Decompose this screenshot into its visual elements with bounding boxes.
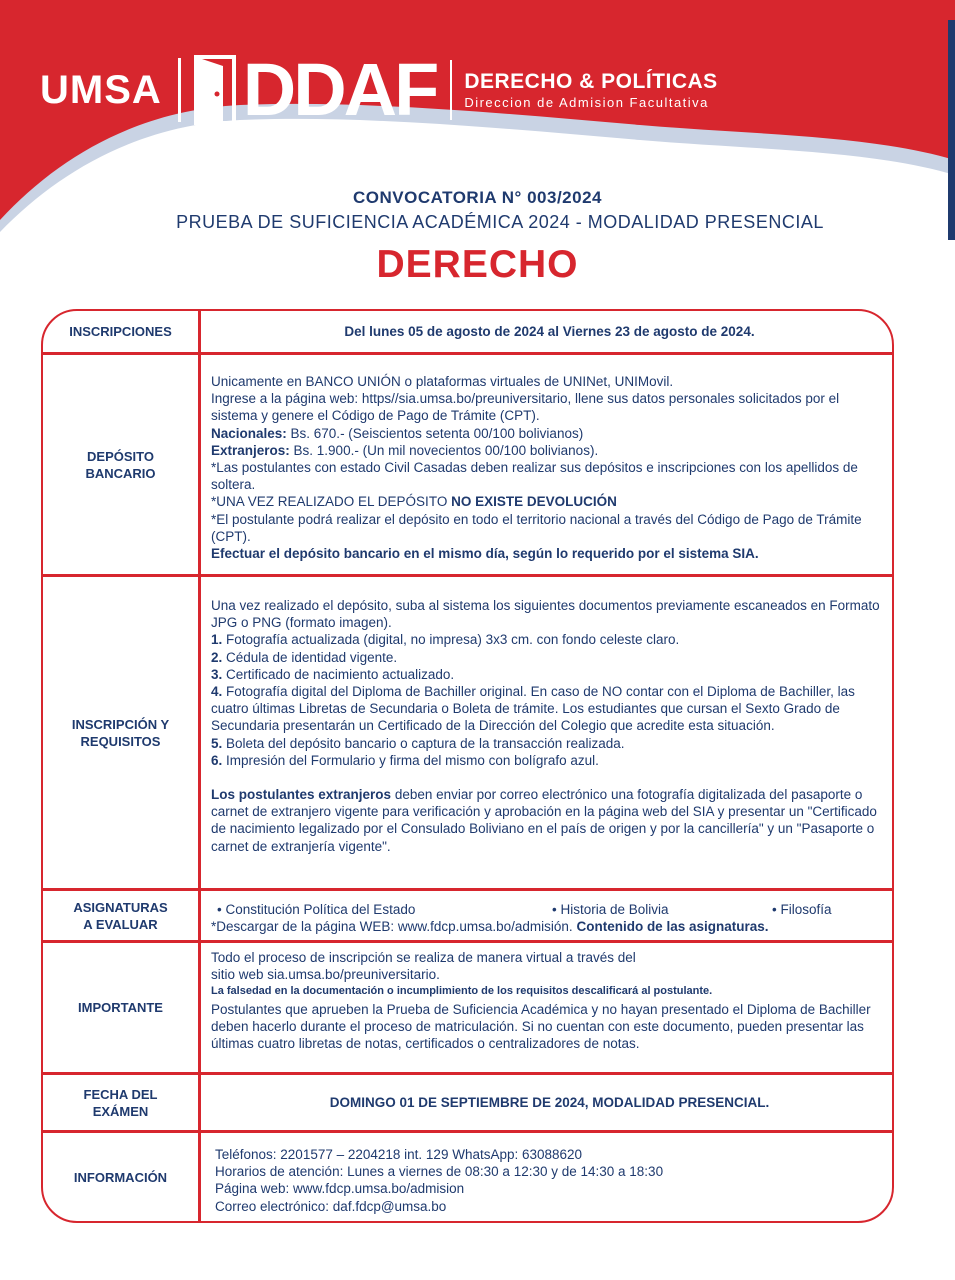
text-line: [211, 493, 888, 510]
list-item: [211, 631, 888, 648]
subject-name: Filosofía: [780, 902, 832, 917]
email-line: Correo electrónico: daf.fdcp@umsa.bo: [215, 1198, 447, 1214]
informacion-content: [215, 1133, 888, 1221]
item-text: Fotografía actualizada (digital, no impresa) 3x3 cm. con fondo celeste claro.: [222, 632, 680, 648]
item-text: Certificado de nacimiento actualizado.: [222, 666, 455, 682]
inscripciones-dates: Del lunes 05 de agosto de 2024 al Viernes 23 de agosto de 2024.: [344, 323, 755, 339]
list-item: [211, 683, 888, 735]
door-icon: [193, 54, 237, 126]
list-item: [211, 752, 888, 769]
subject-list: [211, 901, 888, 918]
label-requisitos: [43, 577, 201, 888]
label-line: INSCRIPCIÓN Y: [71, 716, 170, 732]
extranjeros-heading: Los postulantes extranjeros: [211, 787, 392, 803]
umsa-logo: UMSA: [40, 67, 162, 112]
list-item: [211, 649, 888, 666]
download-note: *Descargar de la página WEB: www.fdcp.umsa.bo/admisión.: [211, 919, 573, 935]
info-table: [41, 309, 894, 1223]
asignaturas-content: [211, 891, 888, 940]
download-note-bold: Contenido de las asignaturas.: [576, 919, 769, 935]
item-number: 4.: [211, 684, 223, 700]
text-line: [211, 425, 888, 442]
text-line: *El postulante podrá realizar el depósito en todo el territorio nacional a través del Código de Pago de Trámite (CPT).: [211, 511, 862, 544]
item-number: 3.: [211, 666, 223, 682]
row-requisitos: [43, 577, 892, 891]
subject-name: Historia de Bolivia: [560, 902, 669, 917]
text-line: sitio web sia.umsa.bo/preuniversitario.: [211, 967, 440, 983]
importante-content: [211, 943, 888, 1072]
item-text: Fotografía digital del Diploma de Bachiller original. En caso de NO contar con el Diploma de Bachiller, las cuatro últimas Libretas de Secundaria o Boleta de trámite. Los estudiantes que cursan el Sexto Grado de Secundaria presentarán un Certificado de la Dirección del Colegio que acredite esta situación.: [211, 684, 855, 734]
deposito-content: [211, 355, 888, 574]
text-line: *Las postulantes con estado Civil Casadas deben realizar sus depósitos e inscripciones con los apellidos de soltera.: [211, 460, 858, 493]
page-title: DERECHO: [376, 243, 579, 286]
extranjeros-label: Extranjeros:: [211, 442, 290, 458]
list-item: [211, 735, 888, 752]
nacionales-label: Nacionales:: [211, 425, 287, 441]
website-line: Página web: www.fdcp.umsa.bo/admision: [215, 1181, 465, 1197]
label-line: DEPÓSITO: [87, 448, 154, 464]
department-subtitle: Direccion de Admision Facultativa: [464, 95, 709, 110]
label-fecha: [43, 1075, 201, 1130]
text-line: [211, 786, 888, 855]
nacionales-amount: Bs. 670.- (Seiscientos setenta 00/100 bolivianos): [286, 425, 584, 441]
label-line: ASIGNATURAS: [73, 899, 168, 915]
text-span: *UNA VEZ REALIZADO EL DEPÓSITO: [211, 494, 452, 510]
requisitos-content: [211, 577, 888, 888]
list-item: • Constitución Política del Estado: [217, 902, 416, 917]
convocatoria-title: CONVOCATORIA N° 003/2024: [352, 188, 602, 207]
label-line: REQUISITOS: [80, 733, 161, 749]
item-number: 1.: [211, 632, 223, 648]
department-name: [464, 70, 717, 110]
text-line: Todo el proceso de inscripción se realiza de manera virtual a través del: [211, 950, 636, 965]
prueba-subtitle: PRUEBA DE SUFICIENCIA ACADÉMICA 2024 - MODALIDAD PRESENCIAL: [176, 212, 824, 232]
item-number: 6.: [211, 752, 223, 768]
text-line: Una vez realizado el depósito, suba al sistema los siguientes documentos previamente escaneados en Formato JPG o PNG (formato imagen).: [211, 598, 880, 631]
exam-date: DOMINGO 01 DE SEPTIEMBRE DE 2024, MODALIDAD PRESENCIAL.: [329, 1094, 770, 1110]
text-line: Postulantes que aprueben la Prueba de Suficiencia Académica y no hayan presentado el Diploma de Bachiller deben hacerlo durante el proceso de matriculación. Si no cuentan con este documento, pueden presentar las últimas cuatro libretas de notas, certificados o centralizadores de notas.: [211, 1001, 871, 1052]
row-inscripciones: [43, 311, 892, 355]
item-text: Cédula de identidad vigente.: [222, 649, 398, 665]
department-title: DERECHO & POLÍTICAS: [464, 70, 718, 93]
text-line: La falsedad en la documentación o incumplimiento de los requisitos descalificará al postulante.: [211, 985, 713, 998]
row-importante: [43, 943, 892, 1075]
hours-line: Horarios de atención: Lunes a viernes de 08:30 a 12:30 y de 14:30 a 18:30: [215, 1164, 664, 1180]
extranjeros-amount: Bs. 1.900.- (Un mil novecientos 00/100 bolivianos).: [289, 442, 599, 458]
list-item: • Filosofía: [772, 902, 832, 917]
item-number: 2.: [211, 649, 223, 665]
label-inscripciones: INSCRIPCIONES: [43, 311, 201, 352]
list-item: [211, 666, 888, 683]
subject-name: Constitución Política del Estado: [225, 902, 416, 917]
list-item: • Historia de Bolivia: [552, 902, 669, 917]
extranjeros-text: deben enviar por correo electrónico una fotografía digitalizada del pasaporte o carnet de extranjero vigente para verificación y aprobación en la página web del SIA y presentar un "Certificado de nacimiento legalizado por el Consulado Boliviano en el país de origen y por la cancillería" y un "Pasaporte o carnet de extranjería vigente".: [211, 787, 877, 854]
phone-line: Teléfonos: 2201577 – 2204218 int. 129 WhatsApp: 63088620: [215, 1147, 583, 1162]
row-informacion: [43, 1133, 892, 1221]
row-fecha: [43, 1075, 892, 1133]
label-line: FECHA DEL: [83, 1086, 158, 1102]
item-text: Boleta del depósito bancario o captura de la transacción realizada.: [222, 735, 625, 751]
label-informacion: INFORMACIÓN: [43, 1133, 201, 1221]
text-line: Ingrese a la página web: https//sia.umsa.bo/preuniversitario, llene sus datos personales solicitados por el sistema y genere el Código de Pago de Trámite (CPT).: [211, 391, 840, 424]
no-devolucion-warning: NO EXISTE DEVOLUCIÓN: [451, 494, 617, 510]
logo-divider: [178, 58, 181, 122]
label-asignaturas: [43, 891, 201, 940]
row-asignaturas: [43, 891, 892, 943]
row-deposito: [43, 355, 892, 577]
logo-divider: [450, 60, 452, 120]
label-line: A EVALUAR: [83, 916, 158, 932]
label-deposito: [43, 355, 201, 574]
text-line: [211, 918, 888, 935]
item-text: Impresión del Formulario y firma del mismo con bolígrafo azul.: [222, 752, 599, 768]
text-line: [211, 442, 888, 459]
label-line: BANCARIO: [85, 465, 156, 481]
label-line: EXÁMEN: [92, 1103, 149, 1119]
text-line: Unicamente en BANCO UNIÓN o plataformas virtuales de UNINet, UNIMovil.: [211, 374, 674, 389]
text-line: Efectuar el depósito bancario en el mismo día, según lo requerido por el sistema SIA.: [211, 546, 759, 562]
brand-logo: [40, 48, 718, 131]
item-number: 5.: [211, 735, 223, 751]
label-importante: IMPORTANTE: [43, 943, 201, 1072]
ddaf-logo: DDAF: [242, 48, 437, 131]
